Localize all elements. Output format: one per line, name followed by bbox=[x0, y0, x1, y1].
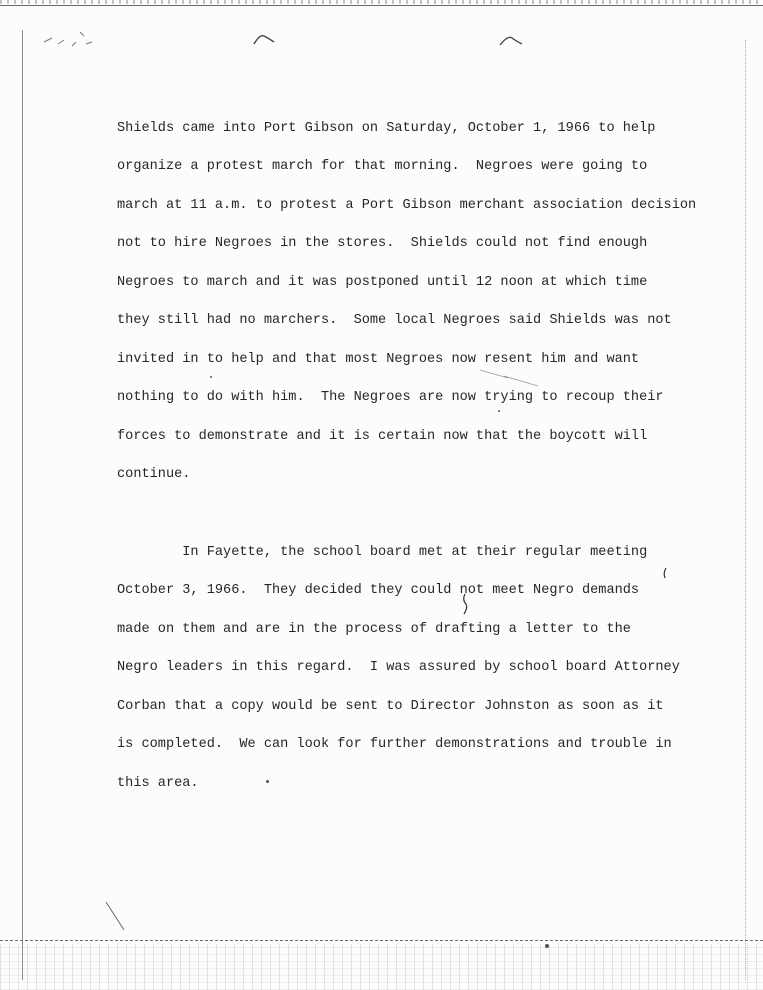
text-line: forces to demonstrate and it is certain now that the boycott will bbox=[117, 428, 648, 444]
scan-top-edge bbox=[0, 5, 763, 6]
scan-left-edge bbox=[22, 30, 23, 980]
text-line: Shields came into Port Gibson on Saturday, October 1, 1966 to help bbox=[117, 120, 656, 136]
text-line: organize a protest march for that morning. Negroes were going to bbox=[117, 159, 648, 175]
text-line: nothing to do with him. The Negroes are now trying to recoup their bbox=[117, 390, 664, 406]
scan-top-edge-dots bbox=[0, 0, 763, 4]
text-line: invited in to help and that most Negroes now resent him and want bbox=[117, 351, 640, 367]
text-line: Negro leaders in this regard. I was assured by school board Attorney bbox=[117, 660, 680, 676]
text-line: not to hire Negroes in the stores. Shields could not find enough bbox=[117, 236, 648, 252]
paragraph-fayette bbox=[117, 521, 732, 816]
scan-mark-corner bbox=[42, 28, 102, 52]
text-line: this area. bbox=[117, 775, 199, 791]
text-line: In Fayette, the school board met at their regular meeting bbox=[117, 544, 648, 560]
text-line: continue. bbox=[117, 467, 191, 483]
scan-speck bbox=[545, 944, 549, 948]
scan-right-edge bbox=[745, 40, 746, 980]
scan-mark-slash bbox=[104, 900, 128, 934]
scan-bottom-noise bbox=[0, 944, 763, 990]
text-line: they still had no marchers. Some local Negroes said Shields was not bbox=[117, 313, 672, 329]
text-line: Corban that a copy would be sent to Director Johnston as soon as it bbox=[117, 698, 664, 714]
text-line: October 3, 1966. They decided they could not meet Negro demands bbox=[117, 583, 640, 599]
scan-bottom-edge bbox=[0, 940, 763, 941]
memo-body bbox=[117, 97, 732, 816]
text-line: march at 11 a.m. to protest a Port Gibson merchant association decision bbox=[117, 197, 697, 213]
paragraph-port-gibson bbox=[117, 97, 732, 508]
text-line: Negroes to march and it was postponed until 12 noon at which time bbox=[117, 274, 648, 290]
scan-mark-right bbox=[498, 33, 524, 49]
text-line: is completed. We can look for further demonstrations and trouble in bbox=[117, 737, 672, 753]
text-line: made on them and are in the process of drafting a letter to the bbox=[117, 621, 631, 637]
scan-mark-left bbox=[252, 30, 276, 48]
